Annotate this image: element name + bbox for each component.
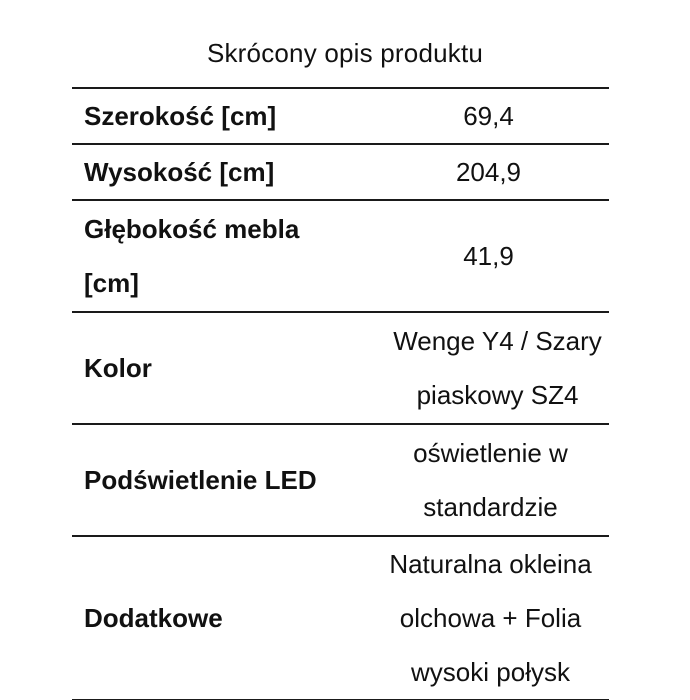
spec-label: Kolor <box>84 353 152 383</box>
spec-value: 41,9 <box>463 241 514 271</box>
table-row-width <box>72 87 609 143</box>
spec-label: Dodatkowe <box>84 603 223 633</box>
spec-value: Naturalna okleina olchowa + Folia wysoki połysk <box>389 549 592 687</box>
spec-label: Podświetlenie LED <box>84 465 317 495</box>
table-row-height <box>72 143 609 199</box>
spec-value: 69,4 <box>463 101 514 131</box>
spec-label: Głębokość mebla [cm] <box>84 214 300 298</box>
table-row-extras <box>72 535 609 700</box>
table-row-color <box>72 311 609 423</box>
spec-label: Wysokość [cm] <box>84 157 275 187</box>
table-row-led <box>72 423 609 535</box>
page-title: Skrócony opis produktu <box>206 38 484 68</box>
spec-value: 204,9 <box>455 157 522 187</box>
spec-value: Wenge Y4 / Szary piaskowy SZ4 <box>393 326 602 410</box>
spec-value: oświetlenie w standardzie <box>413 438 568 522</box>
spec-label: Szerokość [cm] <box>84 101 277 131</box>
spec-table <box>72 87 609 700</box>
table-row-depth <box>72 199 609 311</box>
